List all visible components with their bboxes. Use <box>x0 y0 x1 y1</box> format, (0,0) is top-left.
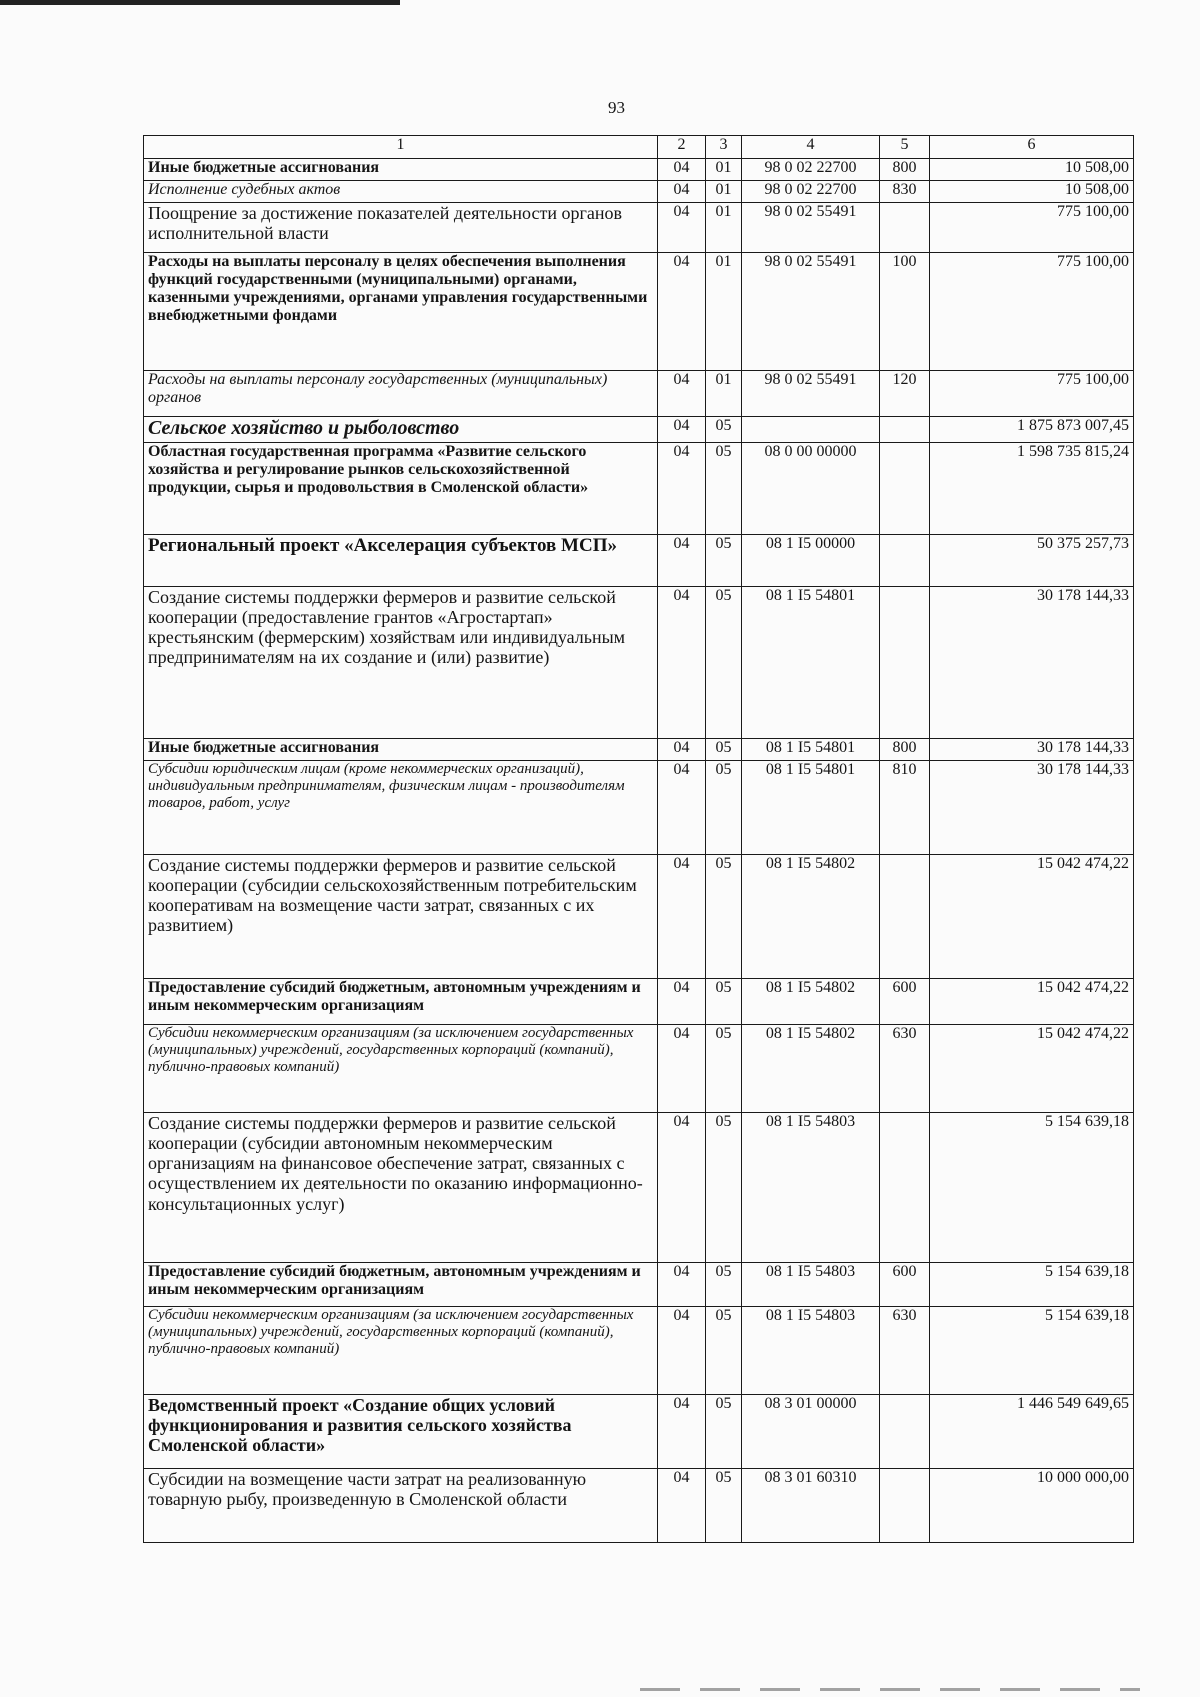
row-label: Областная государственная программа «Развитие сельского хозяйства и регулирование рынков сельскохозяйственной продукции, сырья и продовольствия в Смоленской области» <box>144 443 658 535</box>
cell-c4: 08 1 I5 54803 <box>742 1113 880 1263</box>
column-header: 5 <box>880 136 930 159</box>
cell-c4: 98 0 02 55491 <box>742 371 880 417</box>
cell-c2: 04 <box>658 535 706 587</box>
cell-c3: 01 <box>706 253 742 371</box>
cell-c3: 05 <box>706 587 742 739</box>
cell-c6: 15 042 474,22 <box>930 979 1134 1025</box>
cell-c6: 775 100,00 <box>930 371 1134 417</box>
row-label: Расходы на выплаты персоналу в целях обеспечения выполнения функций государственными (муниципальными) органами, казенными учреждениями, органами управления государственными внебюджетными фондами <box>144 253 658 371</box>
table-row <box>144 253 1134 371</box>
cell-c3: 05 <box>706 1469 742 1543</box>
cell-c3: 05 <box>706 761 742 855</box>
table-row <box>144 979 1134 1025</box>
cell-c4: 08 3 01 60310 <box>742 1469 880 1543</box>
cell-c4: 08 1 I5 54801 <box>742 739 880 761</box>
row-label: Исполнение судебных актов <box>144 181 658 203</box>
cell-c4: 08 1 I5 54803 <box>742 1263 880 1307</box>
cell-c5: 600 <box>880 979 930 1025</box>
row-label: Предоставление субсидий бюджетным, автономным учреждениям и иным некоммерческим организациям <box>144 979 658 1025</box>
cell-c3: 05 <box>706 1263 742 1307</box>
cell-c5: 800 <box>880 739 930 761</box>
header-row <box>144 136 1134 159</box>
cell-c3: 05 <box>706 1307 742 1395</box>
cell-c2: 04 <box>658 1025 706 1113</box>
cell-c6: 1 875 873 007,45 <box>930 417 1134 443</box>
cell-c3: 05 <box>706 855 742 979</box>
table-row <box>144 1395 1134 1469</box>
page-number: 93 <box>608 98 625 117</box>
cell-c2: 04 <box>658 417 706 443</box>
cell-c3: 01 <box>706 371 742 417</box>
cell-c4: 08 0 00 00000 <box>742 443 880 535</box>
row-label: Иные бюджетные ассигнования <box>144 739 658 761</box>
cell-c6: 15 042 474,22 <box>930 855 1134 979</box>
cell-c5 <box>880 535 930 587</box>
cell-c4: 08 1 I5 54802 <box>742 979 880 1025</box>
column-header: 3 <box>706 136 742 159</box>
table-row <box>144 181 1134 203</box>
budget-table <box>143 135 1134 1543</box>
cell-c3: 05 <box>706 1395 742 1469</box>
column-header: 1 <box>144 136 658 159</box>
table-body <box>144 159 1134 1543</box>
table-row <box>144 1469 1134 1543</box>
cell-c3: 05 <box>706 1025 742 1113</box>
row-label: Субсидии на возмещение части затрат на реализованную товарную рыбу, произведенную в Смоленской области <box>144 1469 658 1543</box>
cell-c5 <box>880 443 930 535</box>
cell-c4: 08 1 I5 54803 <box>742 1307 880 1395</box>
cell-c6: 5 154 639,18 <box>930 1113 1134 1263</box>
table-row <box>144 739 1134 761</box>
cell-c2: 04 <box>658 203 706 253</box>
cell-c5: 630 <box>880 1025 930 1113</box>
cell-c6: 10 508,00 <box>930 181 1134 203</box>
cell-c3: 05 <box>706 739 742 761</box>
table-row <box>144 159 1134 181</box>
cell-c6: 10 000 000,00 <box>930 1469 1134 1543</box>
cell-c6: 30 178 144,33 <box>930 587 1134 739</box>
cell-c2: 04 <box>658 1395 706 1469</box>
cell-c3: 05 <box>706 535 742 587</box>
cell-c2: 04 <box>658 1307 706 1395</box>
cell-c2: 04 <box>658 159 706 181</box>
cell-c2: 04 <box>658 739 706 761</box>
cell-c5: 120 <box>880 371 930 417</box>
table-row <box>144 1307 1134 1395</box>
row-label: Создание системы поддержки фермеров и развитие сельской кооперации (субсидии сельскохозяйственным потребительским кооперативам на возмещение части затрат, связанных с их развитием) <box>144 855 658 979</box>
cell-c2: 04 <box>658 181 706 203</box>
column-header: 2 <box>658 136 706 159</box>
cell-c4 <box>742 417 880 443</box>
row-label: Сельское хозяйство и рыболовство <box>144 417 658 443</box>
cell-c6: 5 154 639,18 <box>930 1307 1134 1395</box>
scan-edge-mark <box>0 0 400 5</box>
cell-c2: 04 <box>658 855 706 979</box>
cell-c2: 04 <box>658 587 706 739</box>
cell-c3: 05 <box>706 979 742 1025</box>
table-row <box>144 587 1134 739</box>
table-row <box>144 1025 1134 1113</box>
cell-c5: 800 <box>880 159 930 181</box>
cell-c5: 810 <box>880 761 930 855</box>
cell-c6: 1 446 549 649,65 <box>930 1395 1134 1469</box>
cell-c5 <box>880 1113 930 1263</box>
cell-c2: 04 <box>658 1113 706 1263</box>
cell-c6: 15 042 474,22 <box>930 1025 1134 1113</box>
table-row <box>144 371 1134 417</box>
cell-c5 <box>880 1469 930 1543</box>
cell-c5 <box>880 855 930 979</box>
cell-c3: 05 <box>706 1113 742 1263</box>
cell-c3: 01 <box>706 203 742 253</box>
cell-c5: 630 <box>880 1307 930 1395</box>
table-row <box>144 443 1134 535</box>
cell-c6: 30 178 144,33 <box>930 761 1134 855</box>
row-label: Субсидии некоммерческим организациям (за исключением государственных (муниципальных) учреждений, государственных корпораций (компаний), публично-правовых компаний) <box>144 1307 658 1395</box>
cell-c3: 01 <box>706 159 742 181</box>
column-header: 4 <box>742 136 880 159</box>
scan-artifact <box>640 1688 1140 1691</box>
row-label: Иные бюджетные ассигнования <box>144 159 658 181</box>
cell-c4: 08 1 I5 54802 <box>742 1025 880 1113</box>
cell-c5: 830 <box>880 181 930 203</box>
cell-c5: 100 <box>880 253 930 371</box>
cell-c2: 04 <box>658 1469 706 1543</box>
row-label: Создание системы поддержки фермеров и развитие сельской кооперации (предоставление грантов «Агростартап» крестьянским (фермерским) хозяйствам или индивидуальным предпринимателям на их создание и (или) развитие) <box>144 587 658 739</box>
cell-c4: 98 0 02 22700 <box>742 181 880 203</box>
table-row <box>144 535 1134 587</box>
cell-c5 <box>880 417 930 443</box>
cell-c3: 05 <box>706 417 742 443</box>
table-row <box>144 1113 1134 1263</box>
cell-c6: 30 178 144,33 <box>930 739 1134 761</box>
cell-c3: 01 <box>706 181 742 203</box>
row-label: Субсидии юридическим лицам (кроме некоммерческих организаций), индивидуальным предпринимателям, физическим лицам - производителям товаров, работ, услуг <box>144 761 658 855</box>
cell-c4: 98 0 02 55491 <box>742 253 880 371</box>
table-row <box>144 761 1134 855</box>
row-label: Субсидии некоммерческим организациям (за исключением государственных (муниципальных) учреждений, государственных корпораций (компаний), публично-правовых компаний) <box>144 1025 658 1113</box>
cell-c4: 08 3 01 00000 <box>742 1395 880 1469</box>
table-row <box>144 203 1134 253</box>
cell-c6: 775 100,00 <box>930 253 1134 371</box>
cell-c6: 10 508,00 <box>930 159 1134 181</box>
cell-c4: 08 1 I5 54802 <box>742 855 880 979</box>
cell-c4: 08 1 I5 54801 <box>742 587 880 739</box>
cell-c4: 08 1 I5 54801 <box>742 761 880 855</box>
cell-c4: 98 0 02 22700 <box>742 159 880 181</box>
row-label: Предоставление субсидий бюджетным, автономным учреждениям и иным некоммерческим организациям <box>144 1263 658 1307</box>
cell-c6: 1 598 735 815,24 <box>930 443 1134 535</box>
row-label: Расходы на выплаты персоналу государственных (муниципальных) органов <box>144 371 658 417</box>
cell-c6: 50 375 257,73 <box>930 535 1134 587</box>
cell-c5: 600 <box>880 1263 930 1307</box>
cell-c4: 08 1 I5 00000 <box>742 535 880 587</box>
cell-c6: 5 154 639,18 <box>930 1263 1134 1307</box>
cell-c2: 04 <box>658 1263 706 1307</box>
table-row <box>144 855 1134 979</box>
cell-c2: 04 <box>658 761 706 855</box>
cell-c2: 04 <box>658 443 706 535</box>
row-label: Региональный проект «Акселерация субъектов МСП» <box>144 535 658 587</box>
row-label: Создание системы поддержки фермеров и развитие сельской кооперации (субсидии автономным некоммерческим организациям на финансовое обеспечение затрат, связанных с осуществлением их деятельности по оказанию информационно-консультационных услуг) <box>144 1113 658 1263</box>
cell-c3: 05 <box>706 443 742 535</box>
cell-c5 <box>880 1395 930 1469</box>
row-label: Ведомственный проект «Создание общих условий функционирования и развития сельского хозяйства Смоленской области» <box>144 1395 658 1469</box>
table-row <box>144 1263 1134 1307</box>
column-header: 6 <box>930 136 1134 159</box>
cell-c2: 04 <box>658 371 706 417</box>
cell-c2: 04 <box>658 979 706 1025</box>
cell-c6: 775 100,00 <box>930 203 1134 253</box>
cell-c2: 04 <box>658 253 706 371</box>
table-row <box>144 417 1134 443</box>
cell-c5 <box>880 203 930 253</box>
cell-c4: 98 0 02 55491 <box>742 203 880 253</box>
cell-c5 <box>880 587 930 739</box>
row-label: Поощрение за достижение показателей деятельности органов исполнительной власти <box>144 203 658 253</box>
